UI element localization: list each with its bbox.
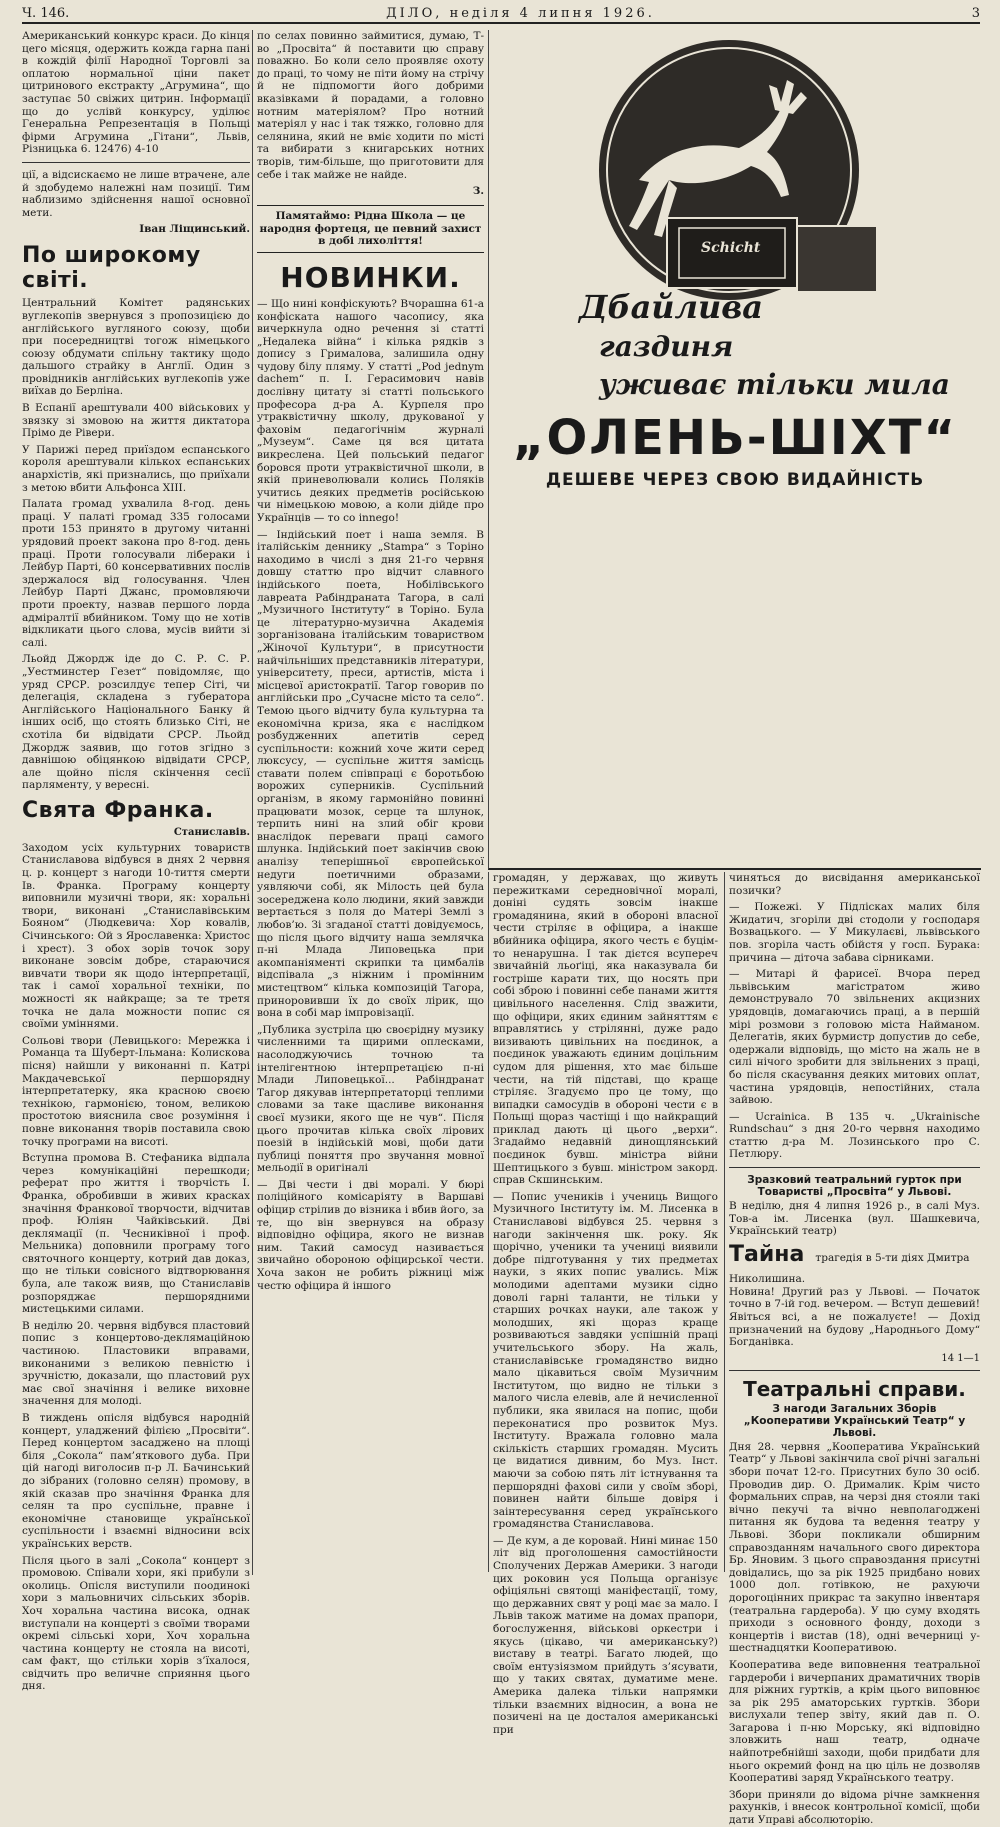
taina-announcement [729,1242,980,1286]
theatre-paragraph: Дня 28. червня „Кооператива Український Театр“ у Львові закінчила свої річні загальні збори почат 12-го. Присутних було 30 осіб. Проводив дир. О. Дрималик. Крім чисто формальних справ, на черзі дня стояли такі вічно пекучі та вічно невполагоджені питання як будова та ведення театру у Львові. Збори покликали обширним справозданням начального свого директора Бр. Яновим. З цього справоздання присутні довідались, що за рік 1925 придбано нових 1000 дол. готівкою, не рахуючи дорогоцінних прикрас та закупно інвентаря (театральна гардероба). У цю суму входять приходи з основного фонду, доходи з концертів і вистав (18), одні вечерниці у-шестнадцятки Кооперативою. [729,1440,980,1655]
column-4 [724,872,980,1827]
soap-box-icon [667,218,877,292]
world-news-item: Льойд Джордж іде до С. Р. С. Р. „Уестминстер Гезет“ повідомляє, що уряд СРСР. розсилдує тепер Сіті, чи делегація, складена з губератора Англійського Національного Банку й інших осіб, що стоять близько Сіті, не схотіла би відвідати СРСР. Льойд Джордж заявив, що готов згідно з давнішою обіцянкою відвідати СРСР, але щойно після скінчення сесії парляменту, у вересні. [22,653,250,792]
franko-paragraph: В тиждень опісля відбувся народній концерт, уладжений філією „Просвіти“. Перед концертом засаджено на площі біля „Сокола“ пам’яткового дуба. При цій нагоді виголосив п-р Л. Бачинський до зібраних (головно селян) промову, в якій сказав про значіння Франка для селян та про суспільне, правне і економічне становище української суспільности і взаємні відносини всіх українських верств. [22,1412,250,1550]
world-news-item: У Парижі перед приїздом еспанського короля арештували кількох еспанських анархістів, які признались, що приїхали з метою вбити Альфонса XIII. [22,443,250,494]
soap-advertisement [488,30,981,870]
theatre-affairs-subheading: З нагоди Загальних Зборів „Кооперативи Український Театр“ у Львові. [743,1402,966,1439]
news-item: — Де кум, а де коровай. Нині минає 150 літ від проголошення самостійности Сполучених Держав Америки. З нагоди цих роковин уся Польща організує офіціяльні святощі маніфестації, тому, що державних свят у році має за мало. І Львів також матиме на домах прапори, богослуження, військові оркестри і якусь (цікаво, чи американську?) виставу в театрі. Багато людей, що своїм ентузіязмом прийдуть з’ясувати, що у таких святах, думатиме мене. Америка далека тільки напрямки тільки взаємних відносин, а вона не позичені на це досталоя американські при [493,1534,718,1736]
taina-text: Новина! Другий раз у Львові. — Початок точно в 7-ій год. вечером. — Вступ дешевий! Явіться всі, а не пожалуєте! — Дохід призначений на будову „Народнього Дому“ Богданівка. [729,1285,980,1349]
theatre-paragraph: Збори приняли до відома річне замкнення рахунків, і внесок контрольної комісії, щоби дати Управі абсолюторію. [729,1788,980,1827]
issue-date: неділя 4 липня 1926. [449,5,655,21]
ad-tagline: ДЕШЕВЕ ЧЕРЕЗ СВОЮ ВИДАЙНІСТЬ [545,470,925,490]
theatre-affairs-heading: Театральні справи. [743,1376,966,1401]
taina-code: 14 1—1 [941,1352,980,1364]
paper-title-and-date [386,6,655,21]
article-signature: Іван Ліщинський. [139,223,250,236]
contest-notice: Американський конкурс краси. До кінця цего місяця, одержить кожда гарна пані в кождій філії Народної Торговлі за оплатою нормальної ціни пакет цитринового екстракту „Агрумина“, що заступає 50 свіжих цитрин. Інформації що до услівй конкурсу, уділює Генеральна Репрезентація в Польщі фірми Агрумина „Гітани“, Львів, Різницька 6. 12476) 4-10 [22,30,250,156]
news-item: — Попис учеників і учениць Вищого Музичного Інституту ім. М. Лисенка в Станиславові відбувся 25. червня з нагоди закінчення шк. року. Як щорічно, ученики та учениці виявили добре підготування у тих предметах науки, з яких попис увались. Між молодими адептами музики сідно доволі гарні таланти, не тільки у старших рочках науки, але також у молодших, які щораз краще розвиваються завдяки успішній праці учительського збору. На жаль, станиславівське громадянство видно мало цікавиться своїм Музичним Інститутом, що видно не тільки з малого числа елевів, але й нечисленної публики, яка явилася на попис, щоби переконатися про розвиток Муз. Інституту. Вражала головно мала скількість старших громадян. Мусить це видатися дивним, бо Муз. Інст. маючи за собою пять літ істнування та першорядні фахові сили у своїм зборі, повинен найти більше довіря і заінтересування серед українського громадянства Станиславова. [493,1190,718,1531]
franko-paragraph: Сольові твори (Левицького: Мережка і Романца та Шуберт-Ільмана: Колискова пісня) найшли у виконанні п. Катрі Макдачевської першорядну інтерпретатерку, яка красною своєю технікою, гармонією, тоном, великою простотою вияснила своє розуміння і повне виконання творів поставила свою точку програми на висоті. [22,1034,250,1148]
news-item: — Індійський поет і наша земля. В італійськім деннику „Stampa“ з Торіно находимо в числі з дня 21-го червня довшу статтю про відчит славного індійського поета, Нобілівського лавреата Рабіндраната Тагора, в салі „Музичного Інституту“ в Торіно. Була це літературно-музична Академія зорганізована італійським товариством „Жіночої Культури“, в присутности найчільніших представників літератури, університету, преси, артистів, міста і місцевої аристократії. Тагор говорив по англійськи про „Сучасне місто та село“. Темою цього відчиту була культурна та економічна криза, яка є наслідком розбудженних апетитів серед суспільности: кожний хоче жити серед люксусу, — суспільне життя замісць ставати полем співпраці є боротьбою ворожих суперників. Суспільний організм, в якому гармонійно повинні працювати мозок, серце та шлунок, терпить нині на злий обіг крови внаслідок переваги праці самого шлунка. Індійський поет закінчив свою аналізу теперішньої європейської недуги поетичними образами, уявляючи собі, як Мілость цей була зосереджена коло людини, який завжди вертається з поля до Матері Землі з любов’ю. Зі згаданої статті довідуємось, що після цього відчиту наша землячка п-ні Млада Липовецька при акомпаніяменті скрипки та цимбалів відспівала „з ніжним і промінним мистецтвом“ кілька композицій Тагора, приноровивши їх до своїх лірик, що вона в собі мар імпровізації. [257,528,484,1020]
ad-slogan-line2: газдиня [599,330,734,363]
taina-description: трагедія в 5-ти діях Дмитра Николишина. [729,1251,970,1285]
news-item: — Дві чести і дві моралі. У бюрі поліційного комісаріяту в Варшаві офіцир стрілив до візника і вбив його, за те, що він звернувся на образу відповідно офіцира, якого не визнав ним. Такий самосуд називається звичайно обороною офіцирської чести. Хоча закон не робить ріжниці між честю офіцира й іншого [257,1178,484,1292]
paper-title: ДІЛО, [386,5,443,21]
theatre-paragraph: Кооператива веде виповнення театральної гардероби і вичерпаних драматичних творів для ріжних гуртків, а крім цього виповнює за рік 295 аматорських гуртків. Збори вислухали тепер звіту, який дав п. О. Загарова і п-ню Морську, які відповідно зловжить наш театр, одначе найпотребнійші заходи, щоби придбати для нього окремий фонд на цю ціль не дозволяв Кооперативі заряд Українського театру. [729,1658,980,1785]
franko-article [22,842,250,1693]
news-item: „Публика зустріла цю своєрідну музику численними та щирими оплесками, насолоджуючись точною та інтелігентною інтерпретацією п-ні Млади Липовецької... Рабіндранат Тагор дякував інтерпретаторці теплими словами за таке щасливе виконання своєї музики, якого ще не чув“. Після цього прочитав кілька своїх лірових поезій в індійській мові, щоби дати публиці поняття про звучання мовної мельодії в оригіналі [257,1023,484,1175]
music-article-end: по селах повинно займитися, думаю, Т-во „Просвіта“ й поставити цю справу поважно. Бо коли село проявляє охоту до праці, то чому не піти йому на стрічу й не підпомогти його добрими вказівками й порадами, а головно нотним матеріялом? Про нотний матеріял у нас і так тяжко, головно для селянина, який не вміє ходити по місті та вибирати з книгарських нотних творів, тим-більше, що приготовити для себе і так майже не найде. [257,30,484,181]
column-2 [252,30,484,1575]
taina-title: Тайна [729,1241,805,1267]
theatre-group-heading: Зразковий театральний гурток при Товаристві „Просвіта“ у Львові. [747,1174,962,1199]
article-continuation: ції, а відсискаємо не лише втрачене, але й здобудемо належні нам позиції. Тим наблизимо здійснення нашої основної мети. [22,168,250,219]
theatre-group-text: В неділю, дня 4 липня 1926 р., в салі Муз. Тов-а ім. Лисенка (вул. Шашкевича, Український театр) [729,1200,980,1238]
news-item: громадян, у державах, що живуть пережитками середновічної моралі, доніні судять зовсім інакше громадянина, який в обороні власної чести стріляє в офіцира, а інакше вбийника офіцира, якого честь є буцім-то ненарушна. І так дієтся всупереч звичайній льоґіці, яка наказувала би гостріше карати тих, що носять при собі зброю і повинні себе панами життя цивільного населення. Слід зважити, що офіцири, яких єдиним зайняттям є вправлятись у стрілянні, дуже радо визивають цивільних на поєдинок, а поєдинок уважають єдиним доцільним судом для рішення, хто має більше чести, на тій підставі, що краще стріляє. Згадуємо про це тому, що випадки самосудів в обороні чести є в Польщі щораз частіщі і що найкращий приклад дають ці цього „верхи“. Згадаймо недавній динощлянський поєдинок бувш. міністра війни Шептицького з бувш. міністром закорд. справ Скшинським. [493,872,718,1187]
soap-box-label: Schicht [701,240,761,256]
news-item: — Митарі й фарисеї. Вчора перед львівським магістратом живо демонструвало 70 звільнених акцизних урядовців, домагаючись праці, а в першій мірі розмови з головою міста Найманом. Делегатів, яких бурмистр допустив до себе, одержали відповідь, що місто на жаль не в силі нічого зробити для звільнених з праці, бо після скасування деяких митових оплат, частина урядовців, непостійних, стала зайвою. [729,968,980,1107]
ad-brand-name: „ОЛЕНЬ-ШІХТ“ [512,410,958,466]
ad-slogan-line3: уживає тільки мила [599,368,950,401]
franko-paragraph: Вступна промова В. Стефаника відпала через комунікаційні перешкоди; реферат про життя і творчість І. Франка, обробивши в живих красках значіння Франкової творчости, відчитав проф. Юліян Чайківський. Дві деклямації (п. Чесниківної і проф. Мельника) доповнили програму того святочного концерту, котрий дав доказ, що не тільки совісного відтворювання була, але також вияв, що Станиславів розпоряджає першорядними мистецькими силами. [22,1152,250,1316]
franko-place: Станиславів. [173,826,250,838]
ridna-shkola-motto: Памятаймо: Рідна Школа — це народня фортеця, це певний захист в добі лихоліття! [257,205,484,253]
divider [729,1167,980,1168]
divider [22,162,250,163]
world-news-item: В Еспанії арештували 400 військових у звязку зі змовою на життя диктатора Прімо де Рівери. [22,402,250,440]
world-news-item: Палата громад ухвалила 8-год. день праці. У палаті громад 335 голосами проти 153 принято в другому читанні урядовий проект закона про 8-год. день праці. Проти голосували лібераки і Лейбур Парті, 60 консервативних послів здержалося від голосування. Член Лейбур Парті Джанс, промовляючи проти проекту, назвав першого лорда адміралтії вбийником. Тому що не хотів відкликати цього слова, мусів вийти зі салі. [22,498,250,649]
franko-paragraph: Заходом усіх культурних товариств Станиславова відбувся в днях 2 червня ц. р. концерт з нагоди 10-тиття смерти Ів. Франка. Програму концерту виповнили музичні твори, як: хоральні твори, виконані „Станиславівським Бояном“ (Людкевича: Хор ковалів, Січинського: Ой з Ярославенка: Христос і хрест). З обох зорів точок зору виконане зовсім добре, стараючися вивчати твори як щодо інтерпретації, так і самої хоральної техніки, по можності як найкраще; за те третя точка не дала можности попис ся своїми уміннями. [22,841,250,1031]
news-item: — Що нині конфіскують? Вчорашна 61-а конфіската нашого часопису, яка вичеркнула одно речення зі статті „Недалека війна“ і кілька рядків з допису з Грималова, залишила одну чудову білу пляму. У статті „Pod jednym dachem“ п. І. Герасимович навів дослівну цитату зі статті польського професора д-ра А. Курпеля про утраквістичну школу, друкованої у фаховім педагогічнім журналі „Музеум“. Саме ця вся цитата викреслена. Цей польський педагог боровся проти утраквістичної школи, в якій приневолювали колись Поляків учитись деяких предметів російською чи німецькою мовою, а коли дійде про Українців — то co innego! [257,297,484,524]
news-item: — Пожежі. У Підлісках малих біля Жидатич, згоріли дві стодоли у господаря Возвацького. — У Микулаєві, львівського пов. згоріла часть обійстя у госп. Буракa: причина — діточа забава сірниками. [729,901,980,964]
divider [729,1370,980,1371]
music-article-signature: З. [472,185,484,198]
news-list [257,298,484,1292]
page-number: 3 [971,5,980,21]
column-1 [22,30,250,1693]
news-item: — Ucrainica. В 135 ч. „Ukrainische Rundschau“ з дня 20-го червня находимо статтю д-ра М. Лозинського про С. Петлюру. [729,1110,980,1161]
page-header [22,4,980,24]
franko-heading: Свята Франка. [22,797,214,823]
world-news-heading: По широкому світі. [22,243,201,294]
world-news-list [22,297,250,792]
ad-slogan-line1: Дбайлива [579,288,763,326]
franko-paragraph: В неділю 20. червня відбувся пластовий попис з концертово-деклямаційною частиною. Пластовики вправами, виконаними з великою певністю і зручністю, доказали, що пластовий рух має свої значіння і велике виховне значення для молоді. [22,1319,250,1408]
page-label: Ч. 146. [22,5,70,21]
column-3 [488,872,718,1736]
world-news-item: Центральний Комітет радянських вуглекопів звернувся з пропозицією до англійського вугляного союзу, щоби при посередництві тогож німецького союзу обдумати спільну тактику щодо дальшого страйку в Англії. Один з провідників англійських вуглекопів уже виїхав до Берліна. [22,297,250,398]
franko-paragraph: Після цього в залі „Сокола“ концерт з промовою. Співали хори, які прибули з околиць. Опісля виступили поодинокі хори з мальовничих сільських зборів. Хоч хоральна частина висока, однак виступали на концерті з своїми творами окремі сільські хори, Хоч хоральна частина концерту не стояла на висоті, сам факт, що стільки хорів з’їхалося, свідчить про величне сприяння цього дня. [22,1554,250,1693]
news-heading: НОВИНКИ. [280,260,461,294]
news-item: чиняться до висвідання американської позички? [729,872,980,897]
